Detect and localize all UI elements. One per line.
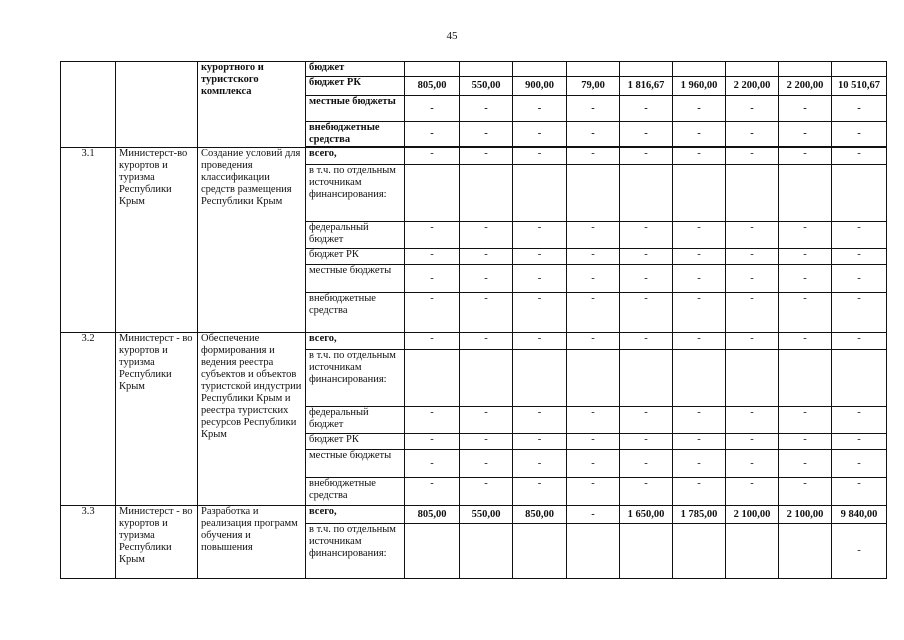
source-label: всего, — [306, 148, 405, 165]
value-cell: - — [779, 249, 832, 265]
executor-cell: Министерст-во курортов и туризма Республики Крым — [116, 148, 198, 333]
value-cell: - — [460, 478, 513, 506]
value-cell: - — [832, 524, 887, 579]
value-cell: - — [405, 222, 460, 249]
table-row — [61, 506, 887, 524]
value-cell: - — [673, 293, 726, 333]
value-cell: - — [726, 148, 779, 165]
value-cell: - — [726, 293, 779, 333]
value-cell: - — [726, 265, 779, 293]
value-cell: - — [567, 450, 620, 478]
value-cell: 1 785,00 — [673, 506, 726, 524]
value-cell: - — [460, 96, 513, 122]
value-cell: 550,00 — [460, 506, 513, 524]
value-cell: - — [726, 122, 779, 147]
source-label: федеральный бюджет — [306, 407, 405, 434]
value-cell: - — [620, 222, 673, 249]
value-cell: - — [513, 450, 567, 478]
value-cell: - — [673, 249, 726, 265]
index-cell: 3.1 — [61, 148, 116, 333]
value-cell: - — [673, 265, 726, 293]
value-cell: - — [726, 96, 779, 122]
value-cell: - — [567, 478, 620, 506]
value-cell: - — [513, 249, 567, 265]
value-cell: - — [673, 407, 726, 434]
value-cell: - — [620, 407, 673, 434]
value-cell: - — [567, 293, 620, 333]
value-cell: - — [567, 96, 620, 122]
executor-cell: Министерст - во курортов и туризма Республики Крым — [116, 333, 198, 506]
value-cell: - — [832, 478, 887, 506]
source-label: внебюджетные средства — [306, 122, 405, 147]
value-cell: - — [405, 265, 460, 293]
value-cell: - — [779, 478, 832, 506]
value-cell: 2 200,00 — [726, 77, 779, 96]
executor-cell: Министерст - во курортов и туризма Республики Крым — [116, 506, 198, 579]
value-cell: - — [620, 148, 673, 165]
value-cell: - — [673, 333, 726, 350]
value-cell: - — [513, 148, 567, 165]
value-cell: - — [513, 333, 567, 350]
source-label: местные бюджеты — [306, 96, 405, 122]
value-cell: - — [779, 333, 832, 350]
value-cell: - — [567, 407, 620, 434]
value-cell: 850,00 — [513, 506, 567, 524]
value-cell: - — [779, 96, 832, 122]
value-cell: 1 960,00 — [673, 77, 726, 96]
value-cell: - — [673, 122, 726, 147]
value-cell: - — [513, 293, 567, 333]
value-cell: - — [779, 293, 832, 333]
value-cell: - — [460, 265, 513, 293]
value-cell: - — [620, 478, 673, 506]
value-cell: - — [832, 96, 887, 122]
value-cell: - — [405, 478, 460, 506]
value-cell: - — [832, 434, 887, 450]
value-cell: - — [460, 450, 513, 478]
source-label: бюджет РК — [306, 434, 405, 450]
value-cell: 9 840,00 — [832, 506, 887, 524]
value-cell: 1 816,67 — [620, 77, 673, 96]
source-label: местные бюджеты — [306, 265, 405, 293]
value-cell: - — [460, 293, 513, 333]
value-cell: - — [779, 407, 832, 434]
value-cell: - — [779, 148, 832, 165]
value-cell: - — [405, 148, 460, 165]
value-cell: - — [460, 407, 513, 434]
source-label: в т.ч. по отдельным источникам финансирования: — [306, 350, 405, 407]
value-cell: 550,00 — [460, 77, 513, 96]
source-label: бюджет — [306, 62, 405, 77]
value-cell: - — [832, 265, 887, 293]
index-cell: 3.3 — [61, 506, 116, 579]
value-cell: - — [673, 222, 726, 249]
value-cell: - — [567, 265, 620, 293]
value-cell: - — [779, 222, 832, 249]
value-cell: - — [567, 506, 620, 524]
table-row — [61, 333, 887, 350]
value-cell: - — [405, 333, 460, 350]
value-cell: - — [832, 249, 887, 265]
value-cell: - — [567, 222, 620, 249]
page-number: 45 — [446, 30, 458, 42]
value-cell: - — [832, 148, 887, 165]
value-cell: - — [673, 96, 726, 122]
value-cell: - — [673, 148, 726, 165]
value-cell: 805,00 — [405, 77, 460, 96]
value-cell: 805,00 — [405, 506, 460, 524]
value-cell: - — [460, 222, 513, 249]
value-cell: - — [405, 407, 460, 434]
value-cell: - — [567, 148, 620, 165]
source-label: всего, — [306, 506, 405, 524]
value-cell: - — [726, 478, 779, 506]
value-cell: - — [460, 434, 513, 450]
measure-name-cell: Разработка и реализация программ обучения и повышения — [198, 506, 306, 579]
value-cell: - — [620, 122, 673, 147]
source-label: в т.ч. по отдельным источникам финансирования: — [306, 524, 405, 579]
measure-name-cell: курортного и туристского комплекса — [198, 62, 306, 148]
value-cell: 900,00 — [513, 77, 567, 96]
source-label: местные бюджеты — [306, 450, 405, 478]
value-cell: - — [726, 450, 779, 478]
source-label: бюджет РК — [306, 249, 405, 265]
value-cell: - — [513, 96, 567, 122]
value-cell: - — [673, 450, 726, 478]
measure-name-cell: Создание условий для проведения классификации средств размещения Республики Крым — [198, 148, 306, 333]
value-cell: - — [513, 434, 567, 450]
value-cell: - — [405, 450, 460, 478]
value-cell: - — [832, 450, 887, 478]
value-cell: - — [620, 249, 673, 265]
value-cell: - — [620, 450, 673, 478]
value-cell: - — [405, 122, 460, 147]
value-cell: - — [405, 434, 460, 450]
value-cell: - — [832, 293, 887, 333]
value-cell: - — [405, 293, 460, 333]
financing-table — [60, 61, 887, 579]
value-cell: - — [726, 222, 779, 249]
source-label: внебюджетные средства — [306, 293, 405, 333]
value-cell: - — [832, 222, 887, 249]
value-cell: 2 100,00 — [726, 506, 779, 524]
table-row — [61, 62, 887, 77]
value-cell: - — [567, 434, 620, 450]
value-cell: 1 650,00 — [620, 506, 673, 524]
value-cell: 10 510,67 — [832, 77, 887, 96]
executor-cell — [116, 62, 198, 148]
value-cell: 2 100,00 — [779, 506, 832, 524]
value-cell: - — [779, 450, 832, 478]
value-cell: - — [673, 434, 726, 450]
table-row — [61, 148, 887, 165]
value-cell: - — [405, 249, 460, 265]
source-label: внебюджетные средства — [306, 478, 405, 506]
value-cell: - — [460, 249, 513, 265]
value-cell: - — [779, 122, 832, 147]
value-cell: - — [567, 249, 620, 265]
value-cell: - — [513, 407, 567, 434]
value-cell: 2 200,00 — [779, 77, 832, 96]
value-cell: - — [726, 434, 779, 450]
value-cell: - — [513, 122, 567, 147]
value-cell: - — [832, 407, 887, 434]
value-cell: - — [726, 249, 779, 265]
value-cell: - — [620, 265, 673, 293]
value-cell: - — [620, 96, 673, 122]
value-cell: - — [832, 122, 887, 147]
value-cell: - — [405, 96, 460, 122]
value-cell: - — [460, 333, 513, 350]
value-cell: - — [513, 478, 567, 506]
value-cell: - — [726, 407, 779, 434]
value-cell: - — [620, 293, 673, 333]
measure-name-cell: Обеспечение формирования и ведения реестра субъектов и объектов туристской индустрии Республики Крым и реестра туристских ресурсов Республики Крым — [198, 333, 306, 506]
value-cell: - — [567, 122, 620, 147]
value-cell: - — [832, 333, 887, 350]
value-cell: - — [460, 122, 513, 147]
source-label: в т.ч. по отдельным источникам финансирования: — [306, 165, 405, 222]
value-cell: - — [726, 333, 779, 350]
index-cell — [61, 62, 116, 148]
source-label: всего, — [306, 333, 405, 350]
index-cell: 3.2 — [61, 333, 116, 506]
source-label: бюджет РК — [306, 77, 405, 96]
value-cell: - — [779, 434, 832, 450]
value-cell: - — [673, 478, 726, 506]
value-cell: - — [779, 265, 832, 293]
value-cell: - — [620, 434, 673, 450]
value-cell: - — [620, 333, 673, 350]
value-cell: - — [460, 148, 513, 165]
value-cell: - — [513, 222, 567, 249]
value-cell: - — [567, 333, 620, 350]
value-cell: 79,00 — [567, 77, 620, 96]
source-label: федеральный бюджет — [306, 222, 405, 249]
value-cell: - — [513, 265, 567, 293]
